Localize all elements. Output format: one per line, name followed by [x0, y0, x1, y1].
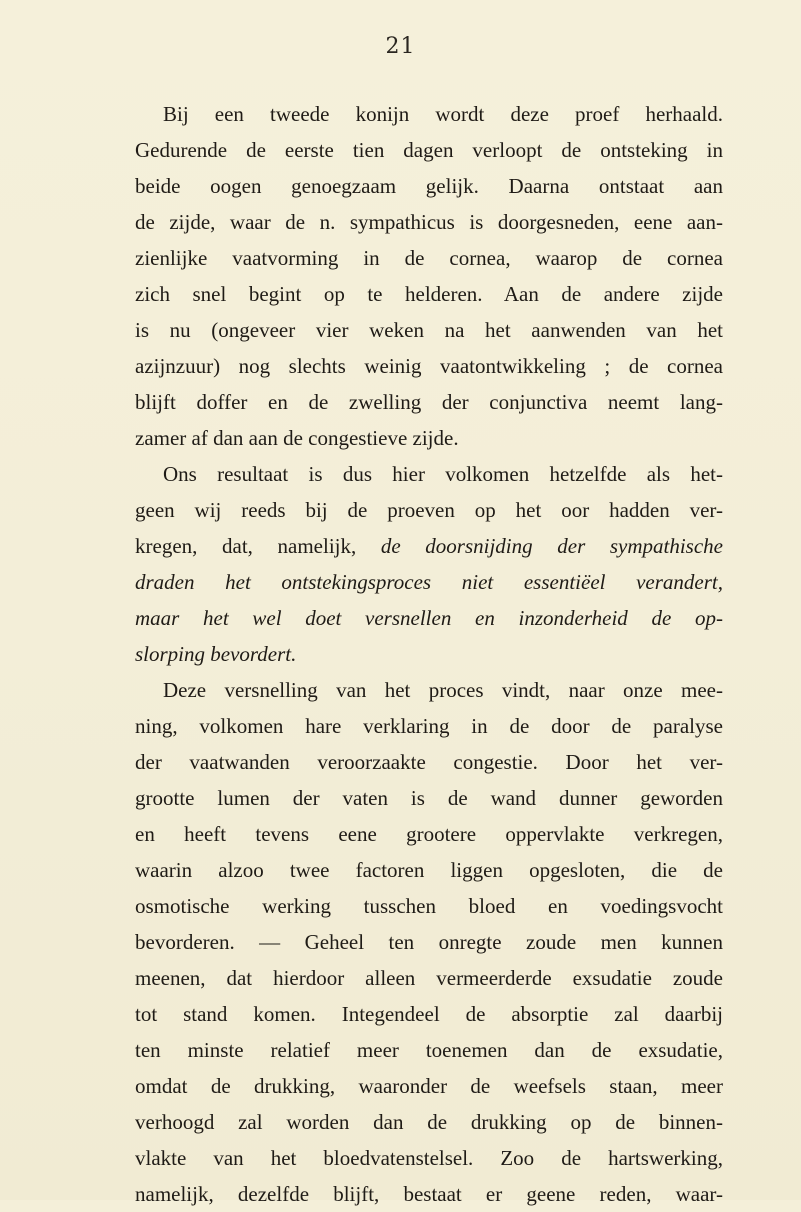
text-line: slorping bevordert.	[135, 642, 297, 666]
text-line: ning, volkomen hare verklaring in de door de paralyse	[135, 714, 723, 738]
text-line: osmotische werking tusschen bloed en voedingsvocht	[135, 894, 723, 918]
text-line: verhoogd zal worden dan de drukking op de binnen-	[135, 1110, 723, 1134]
text-line: bevorderen. — Geheel ten onregte zoude men kunnen	[135, 930, 723, 954]
text-line: kregen, dat, namelijk, de doorsnijding der sympathische	[135, 534, 723, 558]
text-line: Gedurende de eerste tien dagen verloopt de ontsteking in	[135, 138, 723, 162]
text-line: tot stand komen. Integendeel de absorptie zal daarbij	[135, 1002, 723, 1026]
text-line: namelijk, dezelfde blijft, bestaat er geene reden, waar-	[135, 1182, 723, 1206]
emphasis-text: de doorsnijding der sympathische	[380, 534, 723, 558]
text-line: draden het ontstekingsproces niet essentiëel verandert,	[135, 570, 723, 594]
text-line: en heeft tevens eene grootere oppervlakte verkregen,	[135, 822, 723, 846]
text-line: meenen, dat hierdoor alleen vermeerderde exsudatie zoude	[135, 966, 723, 990]
text-line: ten minste relatief meer toenemen dan de exsudatie,	[135, 1038, 723, 1062]
text-line: der vaatwanden veroorzaakte congestie. Door het ver-	[135, 750, 723, 774]
text-line: omdat de drukking, waaronder de weefsels staan, meer	[135, 1074, 723, 1098]
page-number: 21	[385, 34, 416, 59]
text-line: vlakte van het bloedvatenstelsel. Zoo de hartswerking,	[135, 1146, 723, 1170]
text-line: maar het wel doet versnellen en inzonderheid de op-	[135, 606, 723, 630]
text-line: waarin alzoo twee factoren liggen opgesloten, die de	[135, 858, 723, 882]
text-line: geen wij reeds bij de proeven op het oor hadden ver-	[135, 498, 723, 522]
text-line: de zijde, waar de n. sympathicus is doorgesneden, eene aan-	[135, 210, 723, 234]
text-line: blijft doffer en de zwelling der conjunctiva neemt lang-	[135, 390, 723, 414]
text-line: grootte lumen der vaten is de wand dunner geworden	[135, 786, 723, 810]
text-line: zienlijke vaatvorming in de cornea, waarop de cornea	[135, 246, 723, 270]
text-line: Ons resultaat is dus hier volkomen hetzelfde als het-	[163, 462, 723, 486]
text-line: Deze versnelling van het proces vindt, naar onze mee-	[163, 678, 723, 702]
text-line: zamer af dan aan de congestieve zijde.	[135, 426, 459, 450]
text-line: azijnzuur) nog slechts weinig vaatontwikkeling ; de cornea	[135, 354, 723, 378]
text-line: is nu (ongeveer vier weken na het aanwenden van het	[135, 318, 723, 342]
body-text	[135, 96, 723, 1212]
text-line: Bij een tweede konijn wordt deze proef herhaald.	[163, 102, 723, 126]
text-line: zich snel begint op te helderen. Aan de andere zijde	[135, 282, 723, 306]
text-line: beide oogen genoegzaam gelijk. Daarna ontstaat aan	[135, 174, 723, 198]
